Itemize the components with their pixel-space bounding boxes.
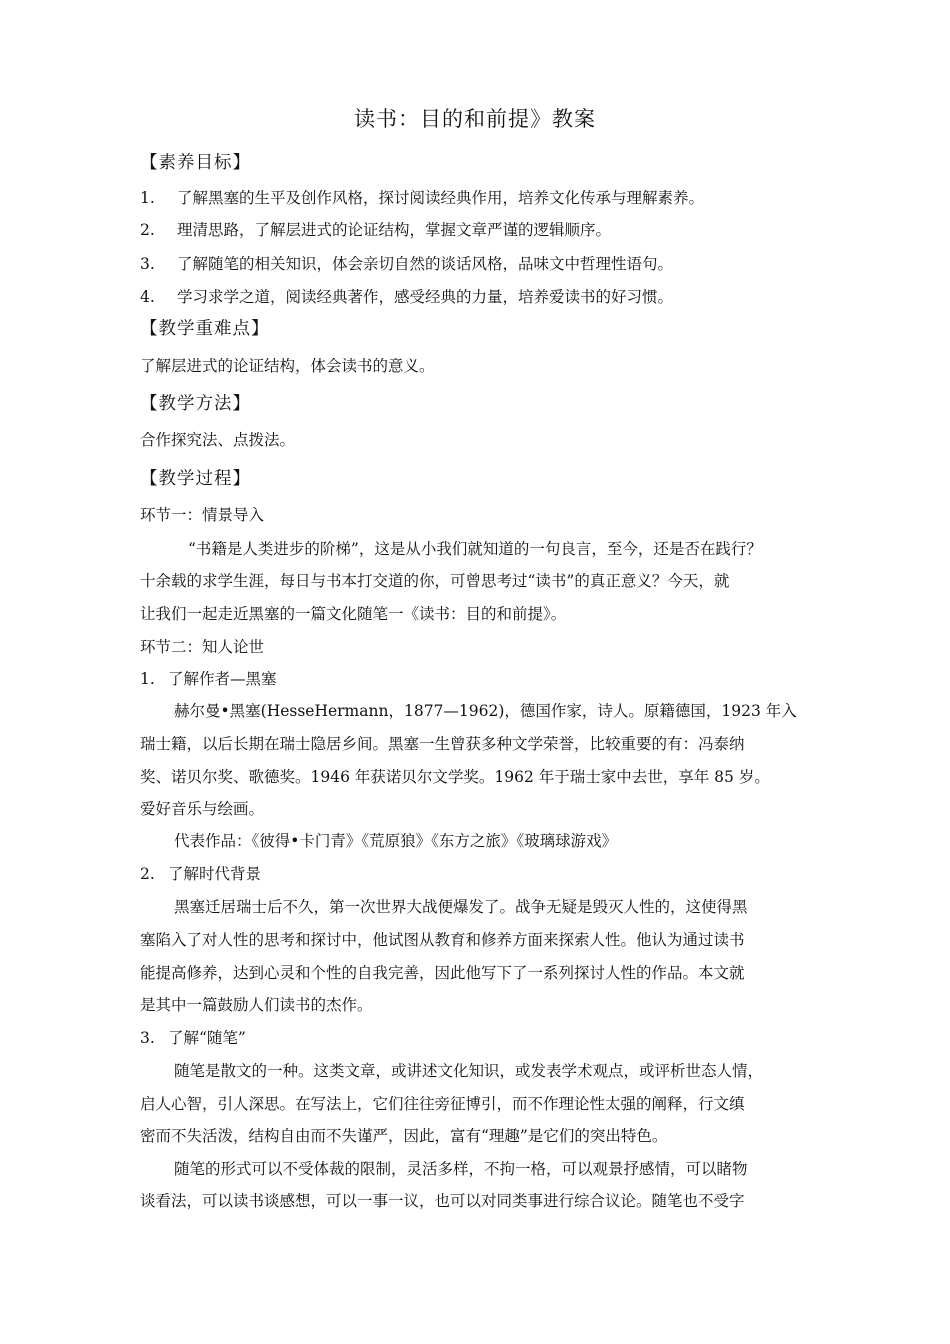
key-points-text: 了解层进式的论证结构，体会读书的意义。 [140, 357, 435, 375]
section-heading-process: 【教学过程】 [140, 469, 251, 489]
goal-item [140, 252, 820, 276]
goal-text: 学习求学之道，阅读经典著作，感受经典的力量，培养爱读书的好习惯。 [177, 288, 674, 306]
subheading-number: 1. [140, 670, 155, 688]
step1-paragraph-line: “书籍是人类进步的阶梯”，这是从小我们就知道的一句良言，至今，还是否在践行？ [188, 540, 762, 558]
step1-paragraph-line: 十余载的求学生涯，每日与书本打交道的你，可曾思考过“读书”的真正意义？今天，就 [140, 572, 730, 590]
goal-text: 了解黑塞的生平及创作风格，探讨阅读经典作用，培养文化传承与理解素养。 [177, 189, 705, 207]
section-heading-key-points: 【教学重难点】 [140, 319, 270, 339]
step1-paragraph-line: 让我们一起走近黑塞的一篇文化随笔一《读书：目的和前提》。 [140, 605, 567, 623]
goal-item [140, 218, 820, 242]
author-paragraph-line: 奖、诺贝尔奖、歌德奖。1946 年获诺贝尔文学奖。1962 年于瑞士家中去世，享年 85 岁。 [140, 768, 770, 786]
goal-item [140, 186, 820, 210]
subheading-essay [140, 1026, 820, 1050]
background-paragraph-line: 黑塞迁居瑞士后不久，第一次世界大战便爆发了。战争无疑是毁灭人性的，这使得黑 [174, 898, 748, 916]
goal-text: 理清思路，了解层进式的论证结构，掌握文章严谨的逻辑顺序。 [177, 221, 612, 239]
document-title: 读书：目的和前提》教案 [354, 107, 596, 131]
methods-text: 合作探究法、点拨法。 [140, 431, 296, 449]
subheading-number: 3. [140, 1029, 155, 1047]
essay-paragraph-line: 谈看法，可以读书谈感想，可以一事一议，也可以对同类事进行综合议论。随笔也不受字 [140, 1192, 745, 1210]
background-paragraph-line: 是其中一篇鼓励人们读书的杰作。 [140, 996, 373, 1014]
author-paragraph-line: 瑞士籍，以后长期在瑞士隐居乡间。黑塞一生曾获多种文学荣誉，比较重要的有：冯泰纳 [140, 735, 745, 753]
author-paragraph-line: 爱好音乐与绘画。 [140, 800, 265, 818]
section-heading-methods: 【教学方法】 [140, 394, 251, 414]
goal-number: 3. [140, 255, 155, 273]
subheading-number: 2. [140, 865, 155, 883]
subheading-background [140, 862, 820, 886]
essay-paragraph-line: 启人心智，引人深思。在写法上，它们往往旁征博引，而不作理论性太强的阐释，行文缜 [140, 1095, 745, 1113]
subheading-text: 了解作者—黑塞 [168, 670, 277, 688]
goal-number: 4. [140, 288, 155, 306]
section-heading-goals: 【素养目标】 [140, 153, 251, 173]
author-paragraph-line: 赫尔曼•黑塞(HesseHermann，1877—1962)，德国作家，诗人。原籍德国，1923 年入 [174, 702, 797, 720]
representative-works: 代表作品：《彼得•卡门青》《荒原狼》《东方之旅》《玻璃球游戏》 [174, 832, 618, 850]
step1-heading: 环节一：情景导入 [140, 506, 265, 524]
background-paragraph-line: 能提高修养，达到心灵和个性的自我完善，因此他写下了一系列探讨人性的作品。本文就 [140, 964, 745, 982]
subheading-author [140, 667, 820, 691]
goal-text: 了解随笔的相关知识，体会亲切自然的谈话风格，品味文中哲理性语句。 [177, 255, 674, 273]
subheading-text: 了解时代背景 [168, 865, 262, 883]
essay-paragraph-line: 随笔是散文的一种。这类文章，或讲述文化知识，或发表学术观点，或评析世态人情， [174, 1062, 764, 1080]
goal-number: 1. [140, 189, 155, 207]
essay-paragraph-line: 随笔的形式可以不受体裁的限制，灵活多样，不拘一格，可以观景抒感情，可以睹物 [174, 1160, 748, 1178]
goal-number: 2. [140, 221, 155, 239]
essay-paragraph-line: 密而不失活泼，结构自由而不失谨严，因此，富有“理趣”是它们的突出特色。 [140, 1127, 668, 1145]
background-paragraph-line: 塞陷入了对人性的思考和探讨中，他试图从教育和修养方面来探索人性。他认为通过读书 [140, 931, 745, 949]
subheading-text: 了解“随笔” [168, 1029, 246, 1047]
goal-item [140, 285, 820, 309]
step2-heading: 环节二：知人论世 [140, 638, 265, 656]
